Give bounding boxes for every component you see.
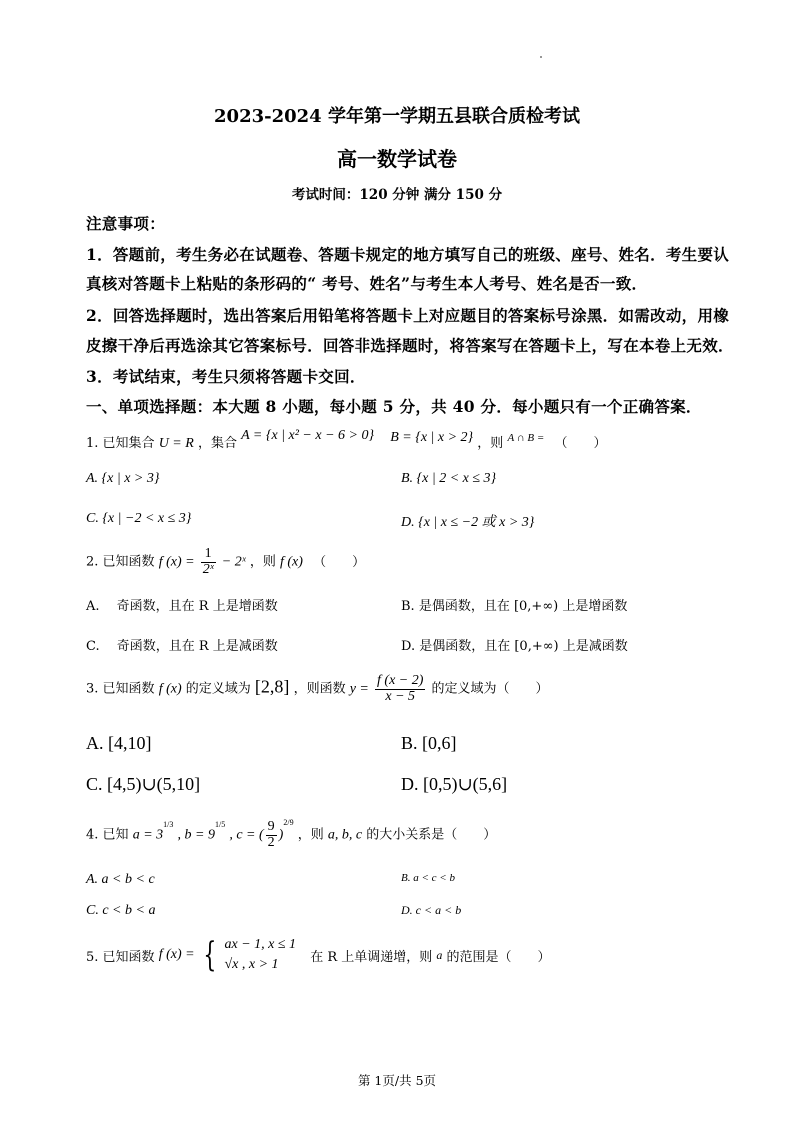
answer-paren: （ ） (554, 436, 607, 451)
q2-tail: − 2ˣ (221, 554, 246, 570)
q2-fraction (201, 547, 216, 577)
q5-cases (224, 935, 296, 976)
q1-stem: 1. 已知集合 (86, 436, 155, 451)
exam-info: 考试时间：120 分钟 满分 150 分 (291, 187, 503, 203)
q4-stem: 的大小关系是（ ） (366, 827, 497, 843)
option-d: D. c < a < b (401, 903, 462, 917)
q5-case-2: √x , x > 1 (224, 957, 279, 973)
q1-ask: A ∩ B = (507, 432, 545, 444)
q3-y: y = (349, 681, 369, 697)
option-c: C. 奇函数，且在 R 上是减函数 (86, 639, 278, 654)
question-4 (86, 820, 496, 850)
q2-stem: ，则 (249, 554, 276, 570)
q5-case-1: ax − 1, x ≤ 1 (224, 937, 297, 952)
scan-speck (540, 56, 542, 58)
q1-stem: ，集合 (197, 436, 237, 451)
q5-function: f (x) = (158, 947, 195, 963)
q2-stem: 2. 已知函数 (86, 554, 155, 570)
notes-line: 真核对答题卡上粘贴的条形码的“ 考号、姓名”与考生本人考号、姓名是否一致． (86, 274, 648, 293)
q4-stem: 4. 已知 (86, 827, 129, 843)
option-d: D. [0,5)∪(5,6] (401, 774, 508, 794)
q4-c-base: , c = ( (229, 827, 264, 843)
q2-function: f (x) = (158, 554, 195, 570)
notes-line: 皮擦干净后再选涂其它答案标号．回答非选择题时，将答案写在答题卡上，写在本卷上无效． (86, 336, 734, 355)
notes-line: 3．考试结束，考生只须将答题卡交回． (86, 367, 366, 386)
q4-numerator: 9 (267, 819, 275, 834)
q3-numerator: f (x − 2) (377, 673, 424, 688)
notes-line: 2．回答选择题时，选出答案后用铅笔将答题卡上对应题目的答案标号涂黑．如需改动，用橡 (86, 306, 730, 325)
q5-stem: 5. 已知函数 (86, 949, 155, 965)
q1-set-b: B = {x | x > 2} (390, 430, 474, 445)
question-1 (86, 428, 607, 452)
option-c: C. c < b < a (86, 903, 156, 918)
page-footer: 第 1页/共 5页 (357, 1073, 437, 1088)
q2-numerator: 1 (201, 547, 216, 563)
notes-line: 1．答题前，考生务必在试题卷、答题卡规定的地方填写自己的班级、座号、姓名．考生要认 (86, 245, 730, 264)
q4-c-exponent: 2/9 (283, 818, 294, 828)
q4-stem: ，则 (297, 827, 324, 843)
q5-brace: { (203, 935, 217, 976)
option-a: A. [4,10] (86, 733, 152, 753)
q2-function: f (x) (280, 554, 303, 570)
q3-stem: ，则函数 (293, 681, 346, 697)
exam-title: 2023-2024 学年第一学期五县联合质检考试 (214, 106, 580, 127)
q3-fraction (375, 674, 425, 704)
q4-b-base: , b = 9 (177, 827, 215, 843)
q3-function: f (x) (158, 681, 182, 697)
q5-param: a (436, 947, 443, 962)
q1-set-a: A = {x | x² − x − 6 > 0} (241, 428, 375, 443)
option-c: C. {x | −2 < x ≤ 3} (86, 511, 192, 526)
q4-a-base: a = 3 (132, 827, 164, 843)
answer-paren: （ ） (313, 554, 366, 570)
q4-denominator: 2 (267, 834, 275, 850)
q3-domain: [2,8] (254, 676, 290, 697)
option-b: B. {x | 2 < x ≤ 3} (401, 471, 497, 486)
option-a: A. a < b < c (86, 872, 155, 887)
q1-stem: ，则 (477, 436, 504, 451)
section-heading: 一、单项选择题：本大题 8 小题，每小题 5 分，共 40 分．每小题只有一个正确答案． (86, 397, 702, 416)
q4-b-exponent: 1/5 (214, 820, 226, 830)
option-b: B. a < c < b (401, 872, 455, 884)
q3-stem: 的定义域为 (185, 681, 251, 697)
option-a: A. 奇函数，且在 R 上是增函数 (86, 599, 278, 614)
option-d: D. {x | x ≤ −2 或 x > 3} (401, 515, 535, 530)
question-2 (86, 547, 365, 577)
exam-subtitle: 高一数学试卷 (337, 147, 457, 171)
option-b: B. 是偶函数，且在 [0,+∞) 上是增函数 (401, 599, 628, 614)
q5-stem: 在 R 上单调递增，则 (310, 949, 433, 965)
q1-universal-set: U = R (158, 436, 194, 451)
option-b: B. [0,6] (401, 733, 457, 753)
q3-stem: 3. 已知函数 (86, 681, 155, 697)
q4-a-exponent: 1/3 (163, 820, 174, 830)
option-a: A. {x | x > 3} (86, 471, 160, 486)
q4-c-close: ) (278, 827, 284, 843)
option-d: D. 是偶函数，且在 [0,+∞) 上是减函数 (401, 639, 628, 654)
notes-heading: 注意事项： (86, 214, 166, 233)
question-5 (86, 935, 551, 981)
q3-stem: 的定义域为（ ） (431, 681, 549, 697)
question-3 (86, 674, 549, 704)
q5-stem: 的范围是（ ） (446, 949, 551, 965)
option-c: C. [4,5)∪(5,10] (86, 774, 201, 794)
q4-variables: a, b, c (327, 827, 363, 843)
q3-denominator: x − 5 (385, 688, 416, 704)
q4-fraction (266, 820, 277, 850)
q2-denominator: 2ˣ (202, 561, 214, 577)
